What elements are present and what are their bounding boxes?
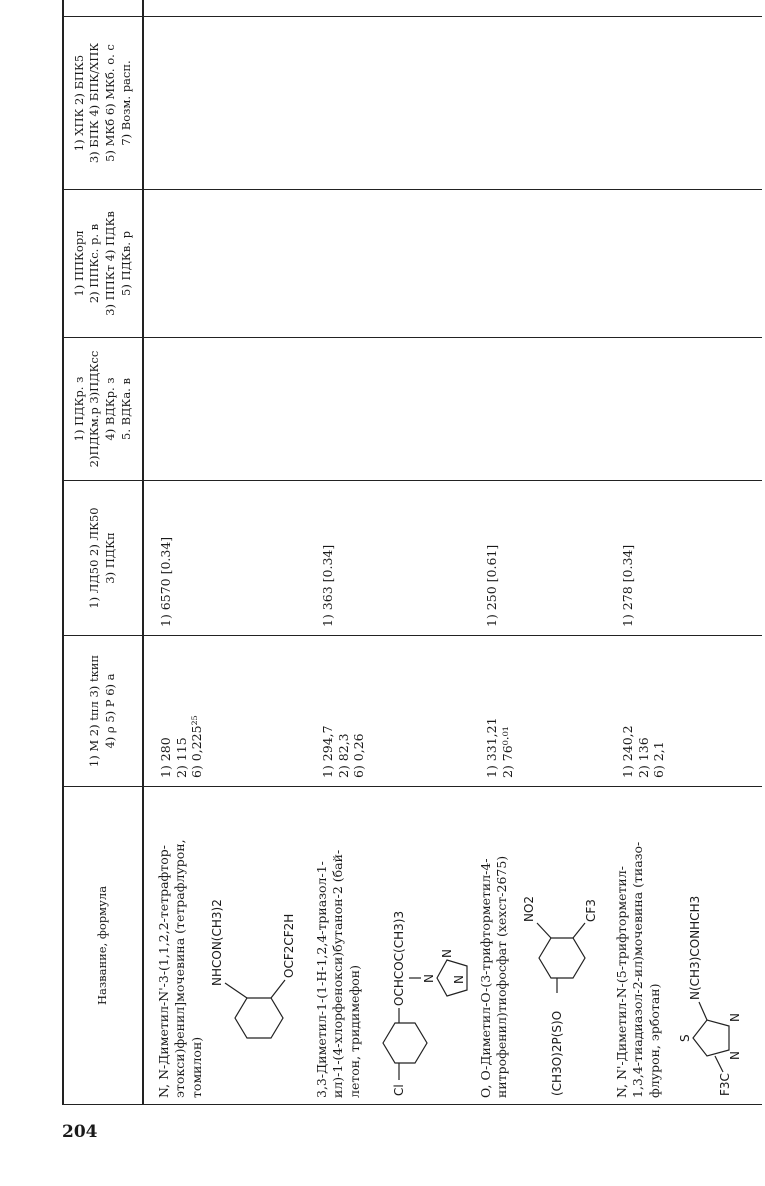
struct-label: N bbox=[451, 975, 466, 984]
entry-ld-3: 1) 250 [0.61] bbox=[484, 544, 499, 627]
struct-label: N bbox=[727, 1013, 742, 1022]
header-ld: 1) ЛД50 2) ЛК50 3) ПДКп bbox=[63, 481, 143, 636]
ld-column bbox=[143, 481, 762, 636]
struct-label: NO2 bbox=[521, 895, 536, 922]
pdk-water-column bbox=[143, 190, 762, 338]
struct-label: F3C bbox=[717, 1073, 732, 1096]
struct-label: OCHCOC(CH3)3 bbox=[391, 910, 406, 1006]
bpk-column bbox=[143, 17, 762, 190]
struct-label: Cl bbox=[391, 1084, 406, 1096]
structure-triadimefon bbox=[363, 808, 473, 1098]
struct-label: N bbox=[439, 949, 454, 958]
entry-ld-2: 1) 363 [0.34] bbox=[320, 544, 335, 627]
struct-label: N(CH3)CONHCH3 bbox=[687, 895, 702, 1000]
entry-name-1: N, N-Диметил-N'-3-(1,1,2,2-тетрафтор- этокси)фенил]мочевина (тетрафлурон, томилон) NHCON(CH3)2 OCF2CF2H bbox=[156, 798, 308, 1098]
entry-props-4: 1) 240,2 2) 136 6) 2,1 bbox=[620, 725, 667, 778]
entry-name-4: N, N'-Диметил-N-(5-трифторметил- 1,3,4-тиадиазол-2-ил)мочевина (тиазо- флурон, эрботан) F3C S N(CH3)CONHCH3 N N bbox=[614, 798, 746, 1098]
header-props: 1) M 2) tпл 3) tкип 4) ρ 5) P 6) a bbox=[63, 636, 143, 787]
header-bpk: 1) ХПК 2) БПК5 3) БПК 4) БПК/ХПК 5) МКб 6) МКб. о. с 7) Возм. расп. bbox=[63, 17, 143, 190]
table-header-row bbox=[63, 0, 143, 1105]
name-column bbox=[143, 787, 762, 1105]
table-body-row bbox=[143, 0, 762, 1105]
entry-props-1: 1) 280 2) 115 6) 0,225²⁵ bbox=[158, 715, 205, 778]
entry-name-3: O, O-Диметил-O-(3-трифторметил-4- нитрофенил)тиофосфат (хехст-2675) (CH3O)2P(S)O NO2 CF3 bbox=[478, 798, 604, 1098]
toxicology-table bbox=[62, 0, 762, 1105]
header-extra bbox=[63, 0, 143, 17]
pdk-air-column bbox=[143, 338, 762, 481]
extra-column bbox=[143, 0, 762, 17]
struct-label: N bbox=[421, 974, 436, 983]
props-column bbox=[143, 636, 762, 787]
structure-thiadiazole bbox=[663, 808, 743, 1098]
entry-ld-4: 1) 278 [0.34] bbox=[620, 544, 635, 627]
struct-label: CF3 bbox=[583, 899, 598, 922]
struct-label: N bbox=[727, 1051, 742, 1060]
structure-tetraflurone bbox=[205, 808, 305, 1098]
struct-label: (CH3O)2P(S)O bbox=[549, 1010, 564, 1096]
rotated-table-container bbox=[62, 0, 762, 1105]
page-number: 204 bbox=[62, 1122, 98, 1142]
header-pdk-water: 1) ППКорл 2) ППКс. р. в 3) ППКт 4) ПДКв 5) ПДКв. р bbox=[63, 190, 143, 338]
struct-label: OCF2CF2H bbox=[281, 913, 296, 978]
entry-props-2: 1) 294,7 2) 82,3 6) 0,26 bbox=[320, 725, 367, 778]
header-pdk-air: 1) ПДКр. з 2)ПДКм.р 3)ПДКсс 4) ВДКр. з 5. ВДКа. в bbox=[63, 338, 143, 481]
entry-props-3: 1) 331,21 2) 76⁰·⁰¹ bbox=[484, 717, 515, 778]
struct-label: S bbox=[677, 1034, 692, 1042]
entry-ld-1: 1) 6570 [0.34] bbox=[158, 536, 173, 627]
entry-name-2: 3,3-Диметил-1-(1-H-1,2,4-триазол-1- ил)-1-(4-хлорфенокси)бутанон-2 (бай- летон, тридимефон) Cl OCHCOC(CH3)3 N N N bbox=[314, 798, 476, 1098]
header-name: Название, формула bbox=[63, 787, 143, 1105]
struct-label: NHCON(CH3)2 bbox=[209, 899, 224, 986]
structure-phosphate bbox=[511, 808, 601, 1098]
